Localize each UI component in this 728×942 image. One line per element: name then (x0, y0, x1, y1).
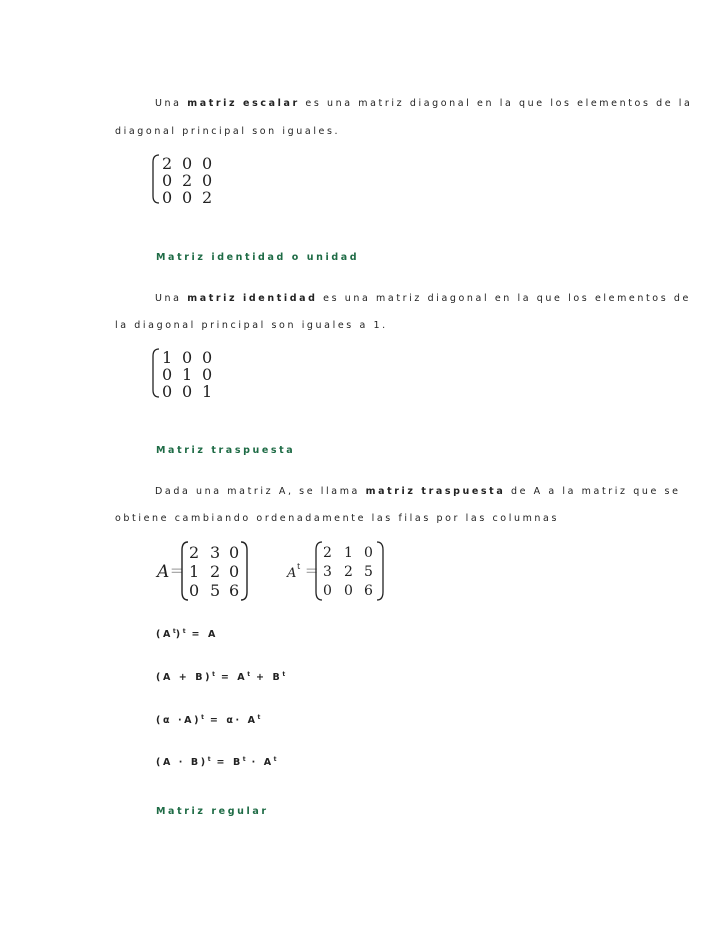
text: Una (155, 293, 188, 304)
matrix-cell: 0 (162, 382, 173, 400)
text: Dada una matriz A, se llama (155, 486, 366, 497)
matrix-cell: 0 (182, 154, 193, 173)
text: Una (155, 98, 188, 109)
matrix-At-image (285, 540, 390, 602)
matrix-cell: 0 (189, 581, 200, 600)
paragraph-escalar-line2: diagonal principal son iguales. (115, 126, 341, 137)
matrix-cell: 2 (323, 545, 332, 561)
matrix-escalar-svg (150, 152, 220, 206)
matrix-A-image (155, 540, 255, 602)
matrix-cell: 1 (344, 545, 353, 561)
text: es una matriz diagonal en la que los elementos de la (299, 98, 693, 109)
paragraph-identidad-line2: la diagonal principal son iguales a 1. (115, 320, 388, 331)
matrix-cell: 1 (182, 365, 193, 384)
matrix-cell: 1 (189, 562, 200, 581)
matrix-cell: 0 (229, 562, 240, 581)
matrix-cell: 0 (182, 188, 193, 206)
matrix-cell: 0 (344, 583, 353, 599)
matrix-A-label: A (157, 562, 170, 582)
matrix-cell: 0 (202, 348, 213, 367)
matrix-cell: 1 (202, 382, 213, 400)
matrix-cell: 3 (210, 543, 221, 562)
matrix-cell: 2 (189, 543, 200, 562)
paragraph-traspuesta-line1 (155, 486, 681, 497)
text: es una matriz diagonal en la que los elementos de (317, 293, 691, 304)
matrix-cell: 3 (323, 564, 332, 580)
text: (A · B) (156, 757, 208, 769)
matrix-cell: 2 (210, 562, 221, 581)
paragraph-escalar-line1 (155, 98, 692, 109)
matrix-cell: 0 (162, 171, 173, 190)
paragraph-traspuesta-line2: obtiene cambiando ordenadamente las filas por las columnas (115, 513, 560, 524)
matrix-cell: 0 (182, 348, 193, 367)
matrix-cell: 0 (162, 188, 173, 206)
matrix-cell: 5 (210, 581, 221, 600)
property-scalar-transpose (156, 714, 260, 726)
matrix-cell: 5 (364, 564, 373, 580)
property-sum-transpose (156, 671, 285, 683)
text: (A + B) (156, 672, 213, 684)
superscript: t (201, 714, 204, 721)
matrix-identidad-image (150, 346, 220, 400)
text: de A a la matriz que se (505, 486, 681, 497)
matrix-cell: 0 (323, 583, 332, 599)
text: = A (214, 672, 248, 684)
matrix-At-label: A (287, 566, 297, 581)
superscript: t (207, 756, 211, 763)
matrix-cell: 2 (182, 171, 193, 190)
matrix-cell: 6 (229, 581, 240, 600)
property-double-transpose (156, 628, 218, 640)
matrix-cell: 2 (162, 154, 173, 173)
property-product-transpose (156, 756, 277, 768)
text: · A (245, 757, 274, 769)
superscript: t (273, 756, 277, 763)
superscript: t (242, 756, 246, 763)
term-matriz-escalar: matriz escalar (187, 98, 300, 109)
text: = α· A (203, 715, 258, 727)
matrix-cell: 0 (364, 545, 373, 561)
text: (A (156, 629, 173, 641)
text: + B (250, 672, 283, 684)
matrix-cell: 0 (202, 154, 213, 173)
matrix-cell: 0 (162, 365, 173, 384)
matrix-cell: 1 (162, 348, 173, 367)
heading-matriz-traspuesta: Matriz traspuesta (156, 445, 296, 456)
superscript: t (182, 628, 186, 635)
equals-sign: = (305, 561, 319, 580)
superscript: t (172, 628, 176, 635)
superscript: t (212, 671, 215, 678)
matrix-A-svg (155, 540, 255, 602)
term-matriz-identidad: matriz identidad (187, 293, 318, 304)
paragraph-identidad-line1 (155, 293, 691, 304)
equals-sign: = (170, 561, 184, 580)
superscript: t (247, 671, 251, 678)
heading-matriz-regular: Matriz regular (156, 806, 269, 817)
matrix-cell: 0 (229, 543, 240, 562)
text: = B (210, 757, 243, 769)
matrix-At-svg (285, 540, 390, 602)
superscript: t (257, 714, 261, 721)
text: = A (185, 629, 218, 641)
matrix-cell: 2 (202, 188, 213, 206)
matrix-cell: 0 (202, 171, 213, 190)
matrix-identidad-svg (150, 346, 220, 400)
matrix-cell: 6 (364, 583, 373, 599)
matrix-cell: 0 (182, 382, 193, 400)
superscript: t (282, 671, 286, 678)
heading-matriz-identidad: Matriz identidad o unidad (156, 252, 360, 263)
matrix-escalar-image (150, 152, 220, 206)
matrix-At-sup: t (297, 562, 301, 571)
matrix-cell: 2 (344, 564, 353, 580)
matrix-cell: 0 (202, 365, 213, 384)
text: (α ·A) (156, 715, 202, 727)
text: ) (175, 629, 183, 641)
term-matriz-traspuesta: matriz traspuesta (365, 486, 506, 497)
